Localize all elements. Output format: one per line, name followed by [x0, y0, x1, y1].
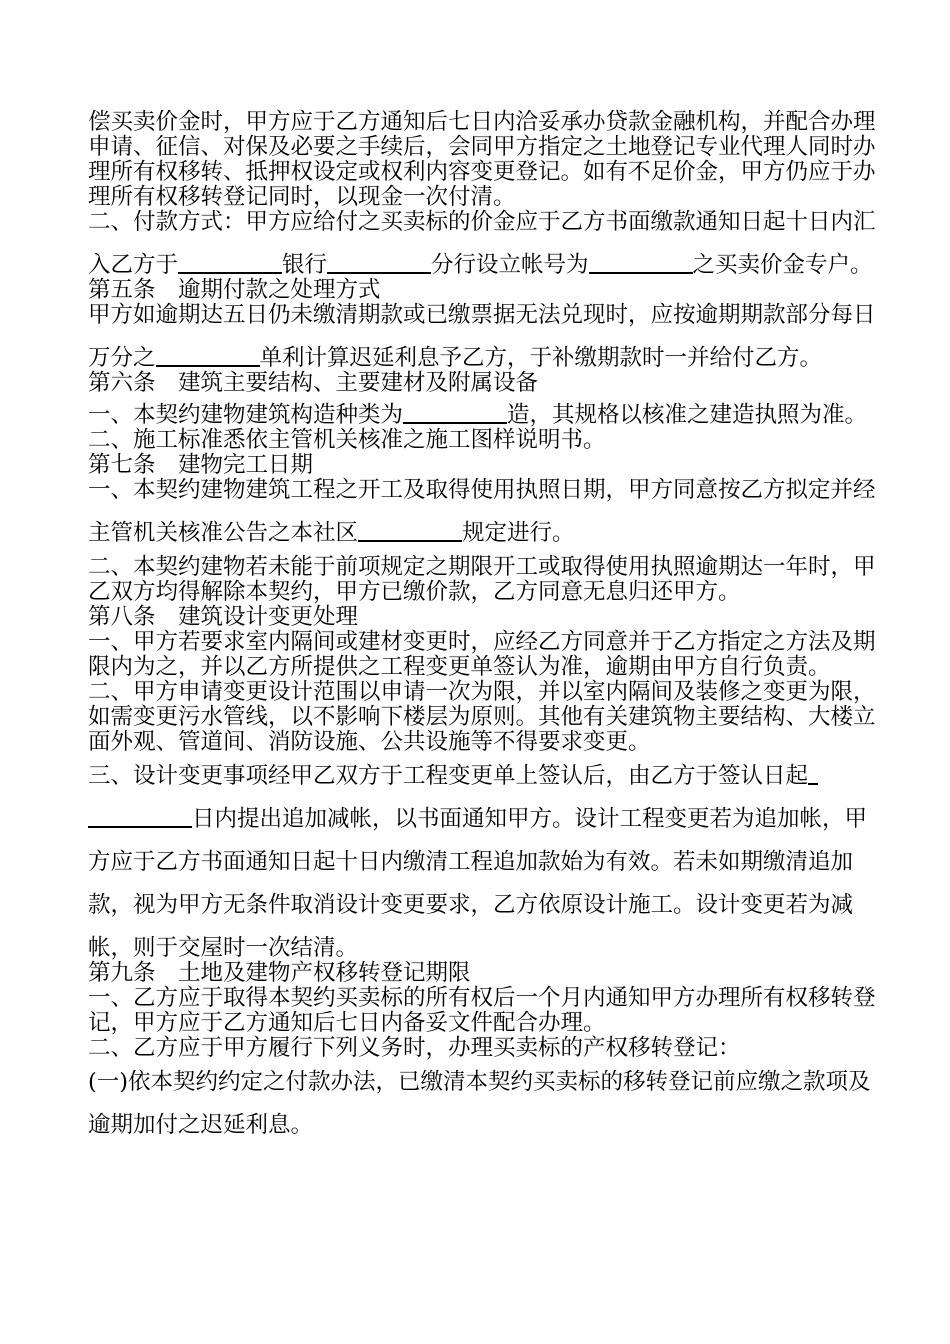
start-date-text-1: 一、本契约建物建筑工程之开工及取得使用执照日期，甲方同意按乙方拟定并经主管机关核准公告之本社区	[88, 477, 876, 546]
article-7-heading: 第七条 建物完工日期	[88, 452, 314, 478]
paragraph-condition-1: (一)依本契约约定之付款办法，已缴清本契约买卖标的移转登记前应缴之款项及逾期加付之迟延利息。	[88, 1069, 871, 1138]
start-date-text-2: 规定进行。	[462, 520, 575, 546]
paragraph-start-date	[88, 469, 878, 555]
paragraph-construction-standard: 二、施工标准悉依主管机关核准之施工图样说明书。	[88, 427, 606, 453]
late-payment-text-2: 单利计算迟延利息予乙方，于补缴期款时一并给付乙方。	[259, 345, 823, 371]
settlement-text-2: 日内提出追加减帐，以书面通知甲方。设计工程变更若为追加帐，甲方应于乙方书面通知日起十日内缴清工程追加款始为有效。若未如期缴清追加款，视为甲方无条件取消设计变更要求，乙方依原设计施工。设计变更若为减帐，则于交屋时一次结清。	[88, 806, 868, 961]
article-8-heading: 第八条 建筑设计变更处理	[88, 604, 359, 630]
blank-branch-name	[327, 250, 431, 274]
paragraph-payment-method	[88, 201, 878, 287]
article-6-heading: 第六条 建筑主要结构、主要建材及附属设备	[88, 370, 539, 396]
late-payment-text-1: 甲方如逾期达五日仍未缴清期款或已缴票据无法兑现时，应按逾期期款部分每日万分之	[88, 302, 876, 371]
blank-community-name	[358, 518, 462, 542]
payment-method-text-4: 之买卖价金专户。	[692, 252, 873, 278]
blank-interest-rate	[156, 343, 260, 367]
paragraph-transfer-notice: 一、乙方应于取得本契约买卖标的所有权后一个月内通知甲方办理所有权移转登记，甲方应于乙方通知后七日内备妥文件配合办理。	[88, 985, 876, 1036]
blank-days-a	[808, 761, 818, 785]
payment-method-text-2: 银行	[282, 252, 328, 278]
article-9-heading: 第九条 土地及建物产权移转登记期限	[88, 960, 471, 986]
settlement-text-1: 三、设计变更事项经甲乙双方于工程变更单上签认后，由乙方于签认日起	[88, 763, 809, 789]
article-5-heading: 第五条 逾期付款之处理方式	[88, 277, 381, 303]
paragraph-change-request: 一、甲方若要求室内隔间或建材变更时，应经乙方同意并于乙方指定之方法及期限内为之，并以乙方所提供之工程变更单签认为准，逾期由甲方自行负责。	[88, 629, 876, 680]
paragraph-transfer-conditions: 二、乙方应于甲方履行下列义务时，办理买卖标的产权移转登记：	[88, 1035, 741, 1061]
document-page	[88, 110, 878, 1147]
payment-method-text-1: 二、付款方式：甲方应给付之买卖标的价金应于乙方书面缴款通知日起十日内汇入乙方于	[88, 209, 876, 278]
blank-days-b	[88, 804, 192, 828]
paragraph-change-scope: 二、甲方申请变更设计范围以申请一次为限，并以室内隔间及装修之变更为限，如需变更污水管线，以不影响下楼层为原则。其他有关建筑物主要结构、大楼立面外观、管道间、消防设施、公共设施等不得要求变更。	[88, 679, 876, 755]
paragraph-late-payment	[88, 294, 878, 380]
blank-structure-type	[403, 400, 507, 424]
paragraph-price-payment: 偿买卖价金时，甲方应于乙方通知后七日内洽妥承办贷款金融机构，并配合办理申请、征信、对保及必要之手续后，会同甲方指定之土地登记专业代理人同时办理所有权移转、抵押权设定或权利内容变更登记。如有不足价金，甲方仍应于办理所有权移转登记同时，以现金一次付清。	[88, 109, 876, 210]
structure-text-1: 一、本契约建物建筑构造种类为	[88, 402, 404, 428]
payment-method-text-3: 分行设立帐号为	[431, 252, 589, 278]
structure-text-2: 造，其规格以核准之建造执照为准。	[507, 402, 868, 428]
paragraph-termination: 二、本契约建物若未能于前项规定之期限开工或取得使用执照逾期达一年时，甲乙双方均得解除本契约，甲方已缴价款，乙方同意无息归还甲方。	[88, 554, 876, 605]
blank-bank-name	[178, 250, 282, 274]
paragraph-change-settlement	[88, 755, 878, 970]
blank-account-number	[589, 250, 693, 274]
